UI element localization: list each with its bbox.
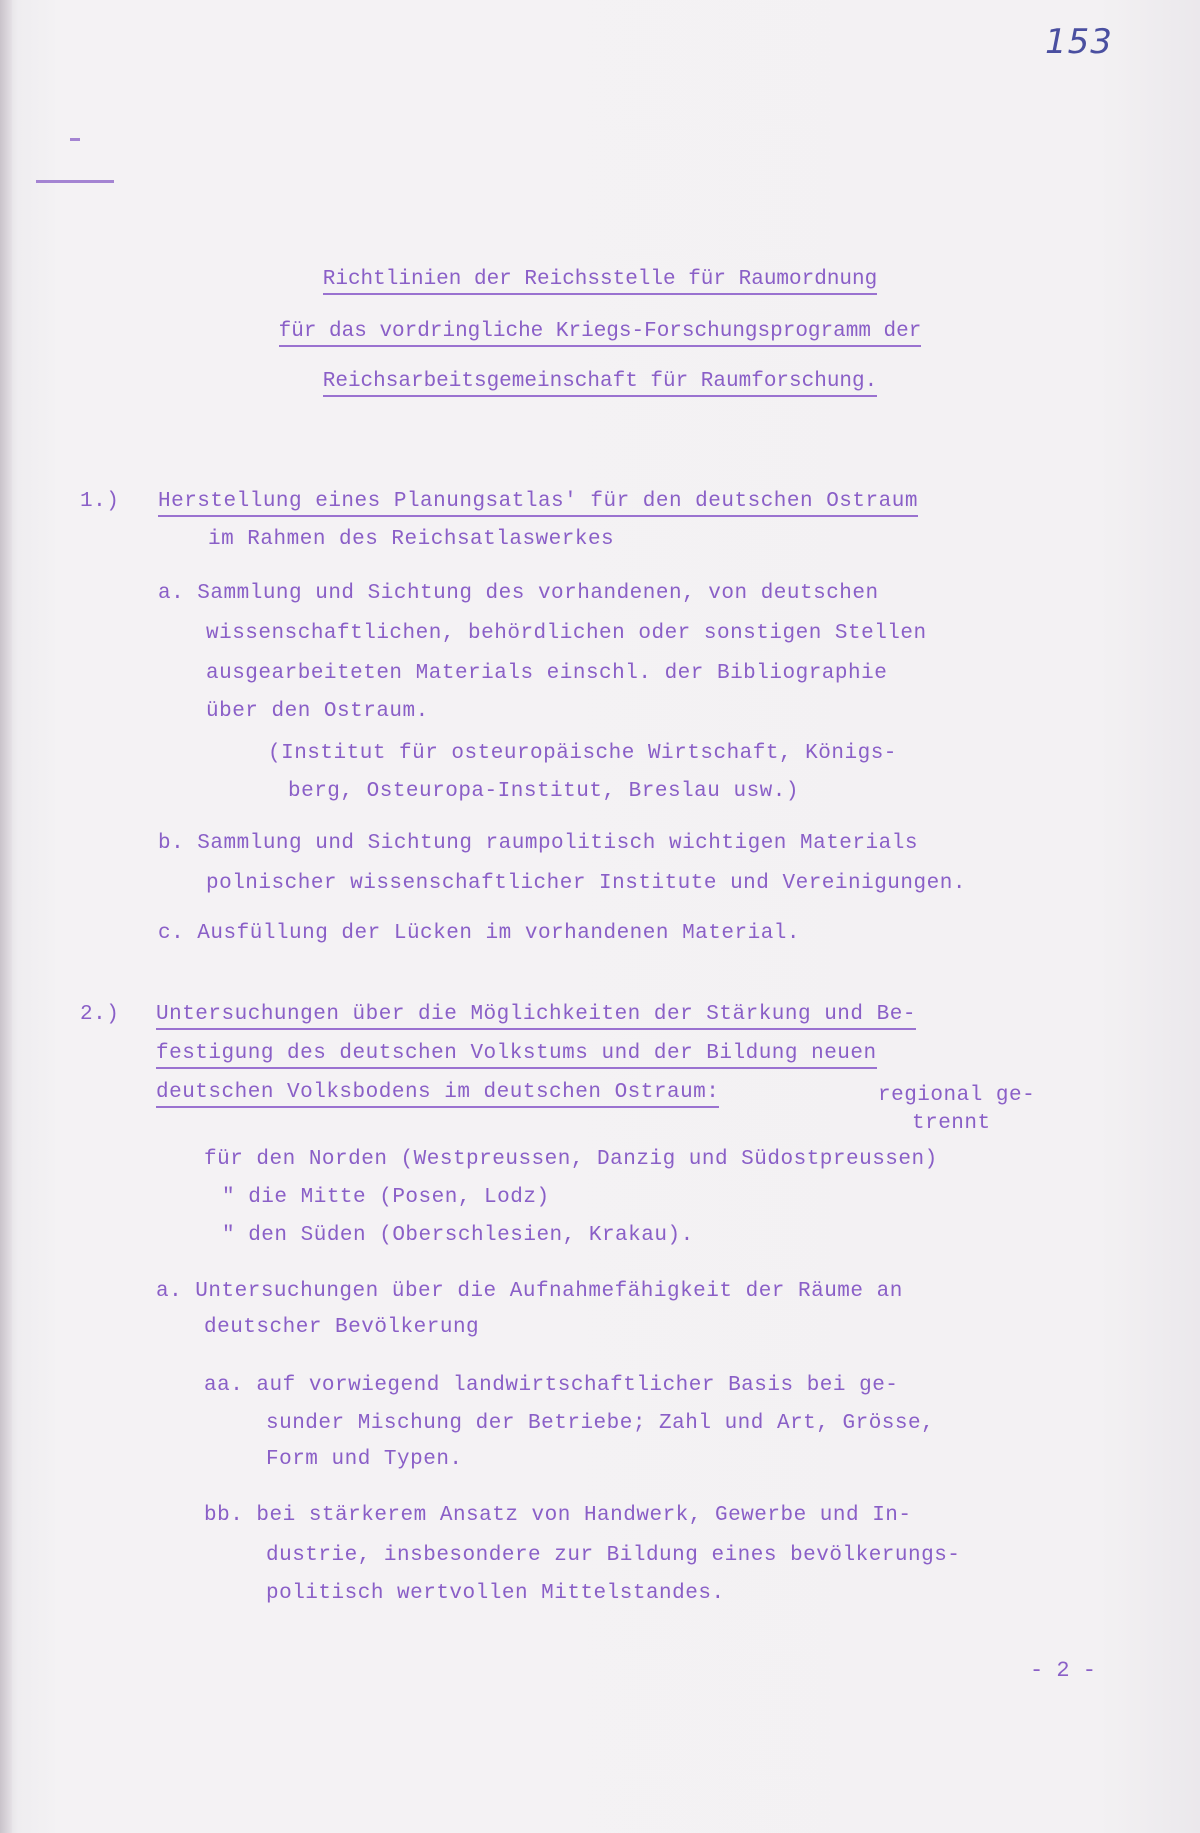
item-text: über den Ostraum. <box>206 700 429 723</box>
margin-mark <box>70 138 80 141</box>
margin-mark <box>36 180 114 183</box>
item-text: b. Sammlung und Sichtung raumpolitisch wichtigen Materials <box>158 832 918 855</box>
regional-note-cont: trennt <box>912 1112 991 1135</box>
subitem-text: bb. bei stärkerem Ansatz von Handwerk, Gewerbe und In- <box>204 1504 912 1527</box>
region-line: " die Mitte (Posen, Lodz) <box>222 1186 550 1209</box>
document-title-line: für das vordringliche Kriegs-Forschungsprogramm der <box>0 320 1200 343</box>
subitem-text: dustrie, insbesondere zur Bildung eines bevölkerungs- <box>266 1544 961 1567</box>
section-heading: festigung des deutschen Volkstums und der Bildung neuen <box>156 1042 877 1069</box>
item-text: a. Sammlung und Sichtung des vorhandenen, von deutschen <box>158 582 879 605</box>
region-line: für den Norden (Westpreussen, Danzig und Südostpreussen) <box>204 1148 938 1171</box>
folio-number: 153 <box>1045 22 1113 62</box>
item-text: c. Ausfüllung der Lücken im vorhandenen Material. <box>158 922 801 945</box>
subitem-text: Form und Typen. <box>266 1448 463 1471</box>
item-text: a. Untersuchungen über die Aufnahmefähigkeit der Räume an <box>156 1280 903 1303</box>
item-text: wissenschaftlichen, behördlichen oder sonstigen Stellen <box>206 622 927 645</box>
document-title-line: Richtlinien der Reichsstelle für Raumordnung <box>0 268 1200 291</box>
item-note: berg, Osteuropa-Institut, Breslau usw.) <box>288 780 799 803</box>
item-text: deutscher Bevölkerung <box>204 1316 480 1339</box>
subitem-text: politisch wertvollen Mittelstandes. <box>266 1582 725 1605</box>
section-heading-cont: im Rahmen des Reichsatlaswerkes <box>208 528 615 551</box>
regional-note: regional ge- <box>878 1084 1036 1107</box>
item-text: ausgearbeiteten Materials einschl. der Bibliographie <box>206 662 888 685</box>
section-heading: Herstellung eines Planungsatlas' für den deutschen Ostraum <box>158 490 918 517</box>
item-note: (Institut für osteuropäische Wirtschaft, Königs- <box>268 742 897 765</box>
section-heading: Untersuchungen über die Möglichkeiten der Stärkung und Be- <box>156 1003 916 1030</box>
subitem-text: aa. auf vorwiegend landwirtschaftlicher Basis bei ge- <box>204 1374 899 1397</box>
page-number: - 2 - <box>1030 1658 1097 1683</box>
section-number: 2.) <box>80 1003 120 1026</box>
region-line: " den Süden (Oberschlesien, Krakau). <box>222 1224 694 1247</box>
section-number: 1.) <box>80 490 120 513</box>
item-text: polnischer wissenschaftlicher Institute und Vereinigungen. <box>206 872 966 895</box>
subitem-text: sunder Mischung der Betriebe; Zahl und Art, Grösse, <box>266 1412 935 1435</box>
section-heading: deutschen Volksbodens im deutschen Ostraum: <box>156 1081 719 1108</box>
document-title-line: Reichsarbeitsgemeinschaft für Raumforschung. <box>0 370 1200 393</box>
